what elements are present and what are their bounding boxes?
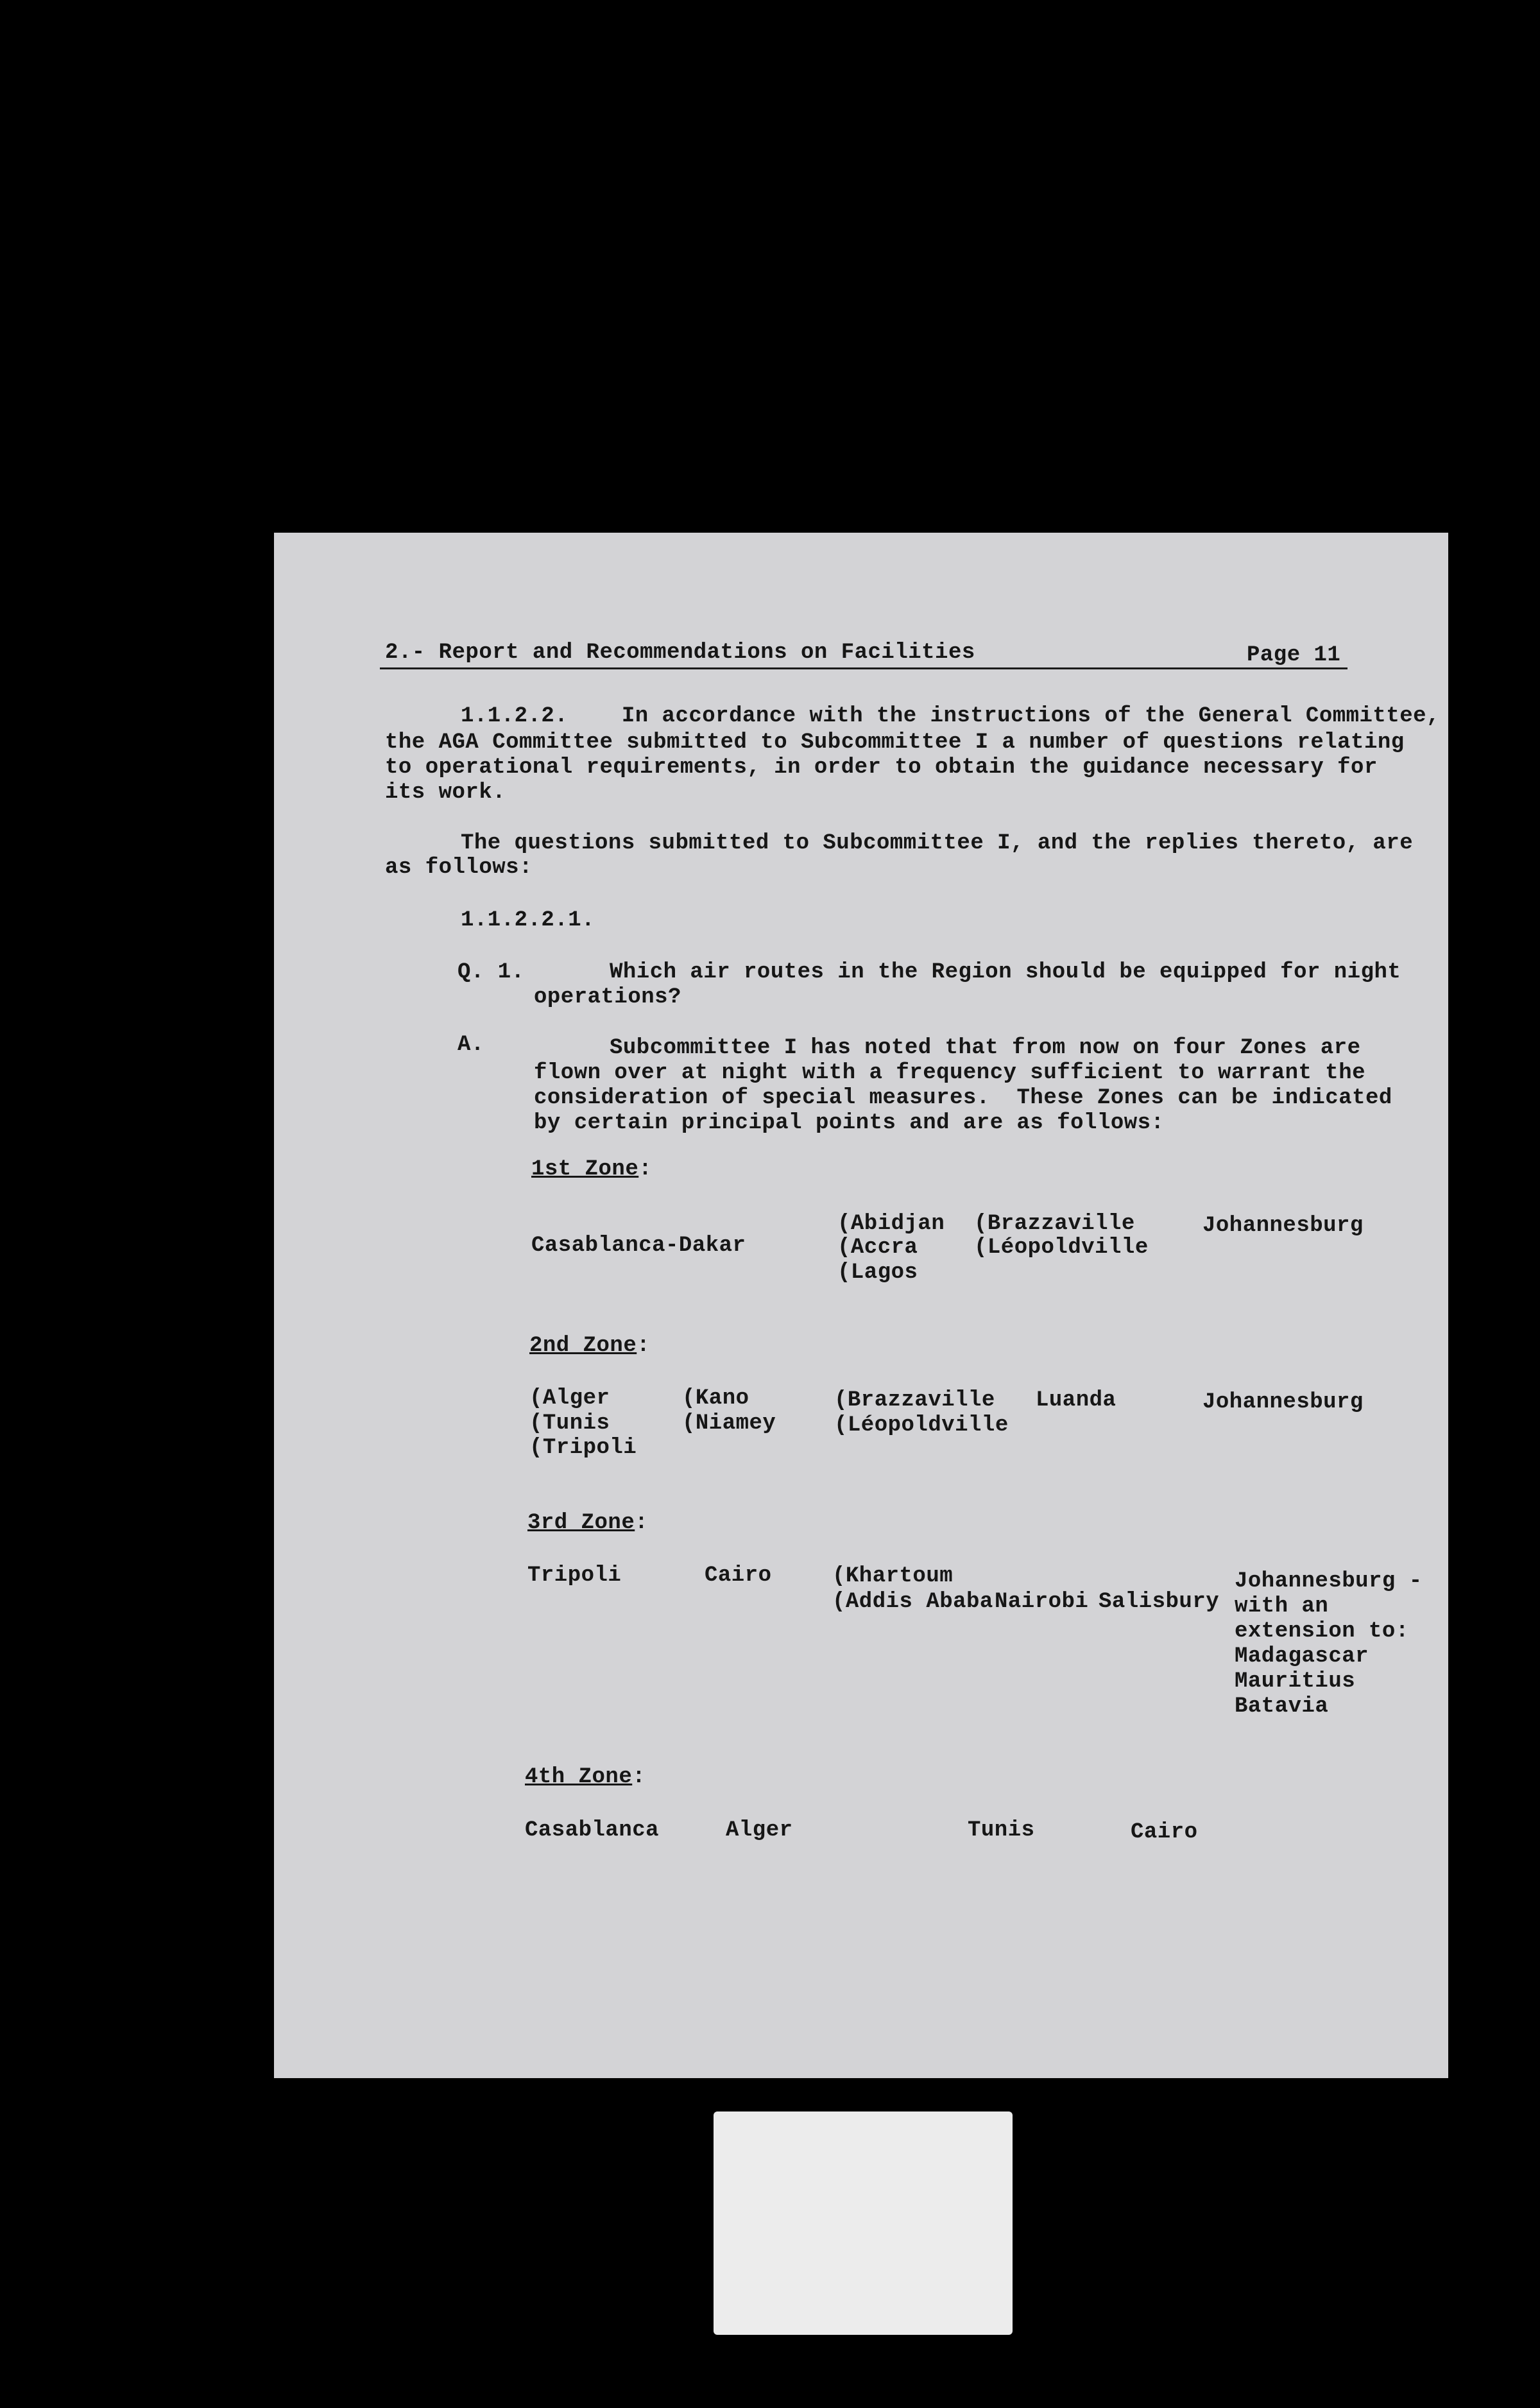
zone-point: Johannesburg - [1235, 1569, 1423, 1594]
para1-line: the AGA Committee submitted to Subcommittee I a number of questions relating [385, 730, 1405, 755]
zone-point: Johannesburg [1202, 1390, 1364, 1415]
zone-colon: : [635, 1511, 649, 1535]
zone-title: 4th Zone [525, 1765, 633, 1789]
para1-line: to operational requirements, in order to obtain the guidance necessary for [385, 755, 1378, 780]
answer-label: A. [458, 1033, 484, 1057]
question-label: Q. 1. [458, 960, 525, 985]
zone-point: (Brazzaville [834, 1388, 995, 1413]
zone-point: (Addis Ababa [832, 1590, 993, 1614]
zone-colon: : [632, 1765, 646, 1789]
question-line: operations? [534, 985, 681, 1010]
para2-line: as follows: [385, 856, 533, 880]
zone-point: Madagascar [1235, 1644, 1369, 1669]
page-number: Page 11 [1247, 643, 1341, 667]
zone-point: (Accra [837, 1235, 918, 1260]
section-number: 1.1.2.2.1. [461, 908, 595, 933]
zone-point: (Alger [529, 1386, 610, 1411]
zone-point: (Tripoli [529, 1436, 637, 1460]
zone-title: 1st Zone [531, 1157, 639, 1182]
zone-point: Mauritius [1235, 1669, 1356, 1694]
answer-line: Subcommittee I has noted that from now on four Zones are [610, 1036, 1361, 1060]
answer-line: by certain principal points and are as follows: [534, 1111, 1165, 1135]
zone-point: (Lagos [837, 1260, 918, 1285]
zone-colon: : [637, 1334, 651, 1358]
header-title: 2.- Report and Recommendations on Facilities [385, 641, 975, 665]
zone-point: (Tunis [529, 1411, 610, 1436]
zone-point: extension to: [1235, 1619, 1409, 1644]
question-line: Which air routes in the Region should be equipped for night [610, 960, 1401, 985]
zone-title: 3rd Zone [527, 1511, 635, 1535]
zone-point: Casablanca [525, 1818, 660, 1843]
zone-point: Johannesburg [1202, 1214, 1364, 1238]
zone-heading [527, 1511, 648, 1535]
zone-heading [529, 1334, 650, 1358]
zone-point: (Khartoum [832, 1564, 954, 1588]
zone-point: Nairobi [995, 1590, 1089, 1614]
zone-heading [531, 1157, 652, 1182]
zone-point: Casablanca-Dakar [531, 1234, 746, 1258]
zone-point: (Léopoldville [974, 1235, 1149, 1260]
zone-point: Tripoli [527, 1563, 622, 1588]
zone-point: Salisbury [1099, 1590, 1220, 1614]
zone-point: (Léopoldville [834, 1413, 1009, 1438]
zone-point: Luanda [1036, 1388, 1116, 1413]
zone-colon: : [638, 1157, 653, 1182]
zone-point: (Niamey [682, 1411, 776, 1436]
para2-line: The questions submitted to Subcommittee I, and the replies thereto, are [461, 831, 1414, 856]
answer-line: consideration of special measures. These Zones can be indicated [534, 1086, 1392, 1110]
header-rule [380, 667, 1348, 669]
zone-point: Cairo [705, 1563, 772, 1588]
zone-point: Batavia [1235, 1694, 1329, 1719]
zone-point: (Abidjan [837, 1212, 945, 1236]
para1-line: its work. [385, 780, 506, 805]
para1-line: 1.1.2.2. In accordance with the instructions of the General Committee, [461, 704, 1440, 728]
zone-heading [525, 1765, 646, 1789]
answer-line: flown over at night with a frequency sufficient to warrant the [534, 1061, 1366, 1085]
zone-point: (Brazzaville [974, 1212, 1135, 1236]
zone-point: (Kano [682, 1386, 749, 1411]
blank-card [714, 2111, 1013, 2335]
zone-point: Cairo [1131, 1820, 1198, 1845]
zone-point: Tunis [968, 1818, 1035, 1843]
zone-title: 2nd Zone [529, 1334, 637, 1358]
zone-point: Alger [726, 1818, 793, 1843]
zone-point: with an [1235, 1594, 1329, 1619]
